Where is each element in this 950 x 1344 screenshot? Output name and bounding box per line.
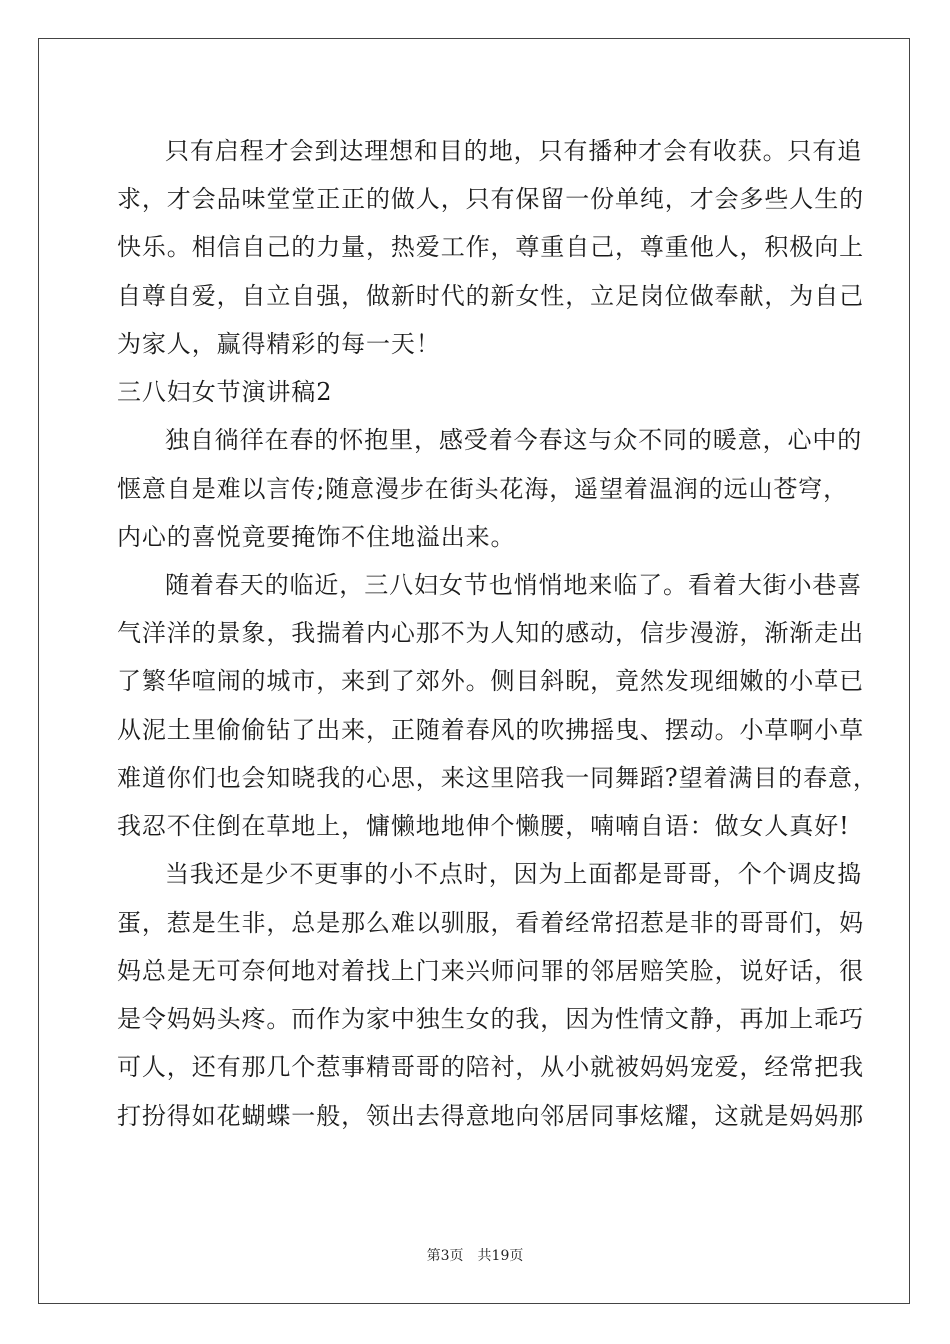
section-heading: 三八妇女节演讲稿2 — [117, 378, 333, 406]
text-line: 气洋洋的景象，我揣着内心那不为人知的感动，信步漫游，渐渐走出 — [117, 619, 864, 647]
page-number: 第3页 共19页 — [426, 1248, 524, 1264]
text-line: 难道你们也会知晓我的心思，来这里陪我一同舞蹈?望着满目的春意， — [117, 764, 878, 792]
text-line: 打扮得如花蝴蝶一般，领出去得意地向邻居同事炫耀，这就是妈妈那 — [117, 1102, 864, 1130]
text-line: 我忍不住倒在草地上，慵懒地地伸个懒腰，喃喃自语：做女人真好! — [117, 812, 850, 840]
text-line: 从泥土里偷偷钻了出来，正随着春风的吹拂摇曳、摆动。小草啊小草 — [117, 716, 864, 744]
text-line: 是令妈妈头疼。而作为家中独生女的我，因为性情文静，再加上乖巧 — [117, 1005, 864, 1033]
text-line: 独自徜徉在春的怀抱里，感受着今春这与众不同的暖意，心中的 — [165, 426, 863, 454]
text-line: 蛋，惹是生非，总是那么难以驯服，看着经常招惹是非的哥哥们，妈 — [117, 909, 864, 937]
text-line: 了繁华喧闹的城市，来到了郊外。侧目斜睨，竟然发现细嫩的小草已 — [117, 667, 864, 695]
text-line: 惬意自是难以言传;随意漫步在街头花海，遥望着温润的远山苍穹， — [117, 475, 849, 503]
text-line: 妈总是无可奈何地对着找上门来兴师问罪的邻居赔笑脸，说好话，很 — [117, 957, 864, 985]
text-line: 为家人，赢得精彩的每一天！ — [117, 330, 441, 358]
text-line: 快乐。相信自己的力量，热爱工作，尊重自己，尊重他人，积极向上 — [117, 233, 864, 261]
text-line: 自尊自爱，自立自强，做新时代的新女性，立足岗位做奉献，为自己 — [117, 282, 864, 310]
text-line: 只有启程才会到达理想和目的地，只有播种才会有收获。只有追 — [165, 137, 863, 165]
text-line: 随着春天的临近，三八妇女节也悄悄地来临了。看着大街小巷喜 — [165, 571, 863, 599]
text-line: 当我还是少不更事的小不点时，因为上面都是哥哥，个个调皮捣 — [165, 860, 863, 888]
text-line: 内心的喜悦竟要掩饰不住地溢出来。 — [117, 523, 516, 551]
text-line: 可人，还有那几个惹事精哥哥的陪衬，从小就被妈妈宠爱，经常把我 — [117, 1053, 864, 1081]
text-line: 求，才会品味堂堂正正的做人，只有保留一份单纯，才会多些人生的 — [117, 185, 864, 213]
